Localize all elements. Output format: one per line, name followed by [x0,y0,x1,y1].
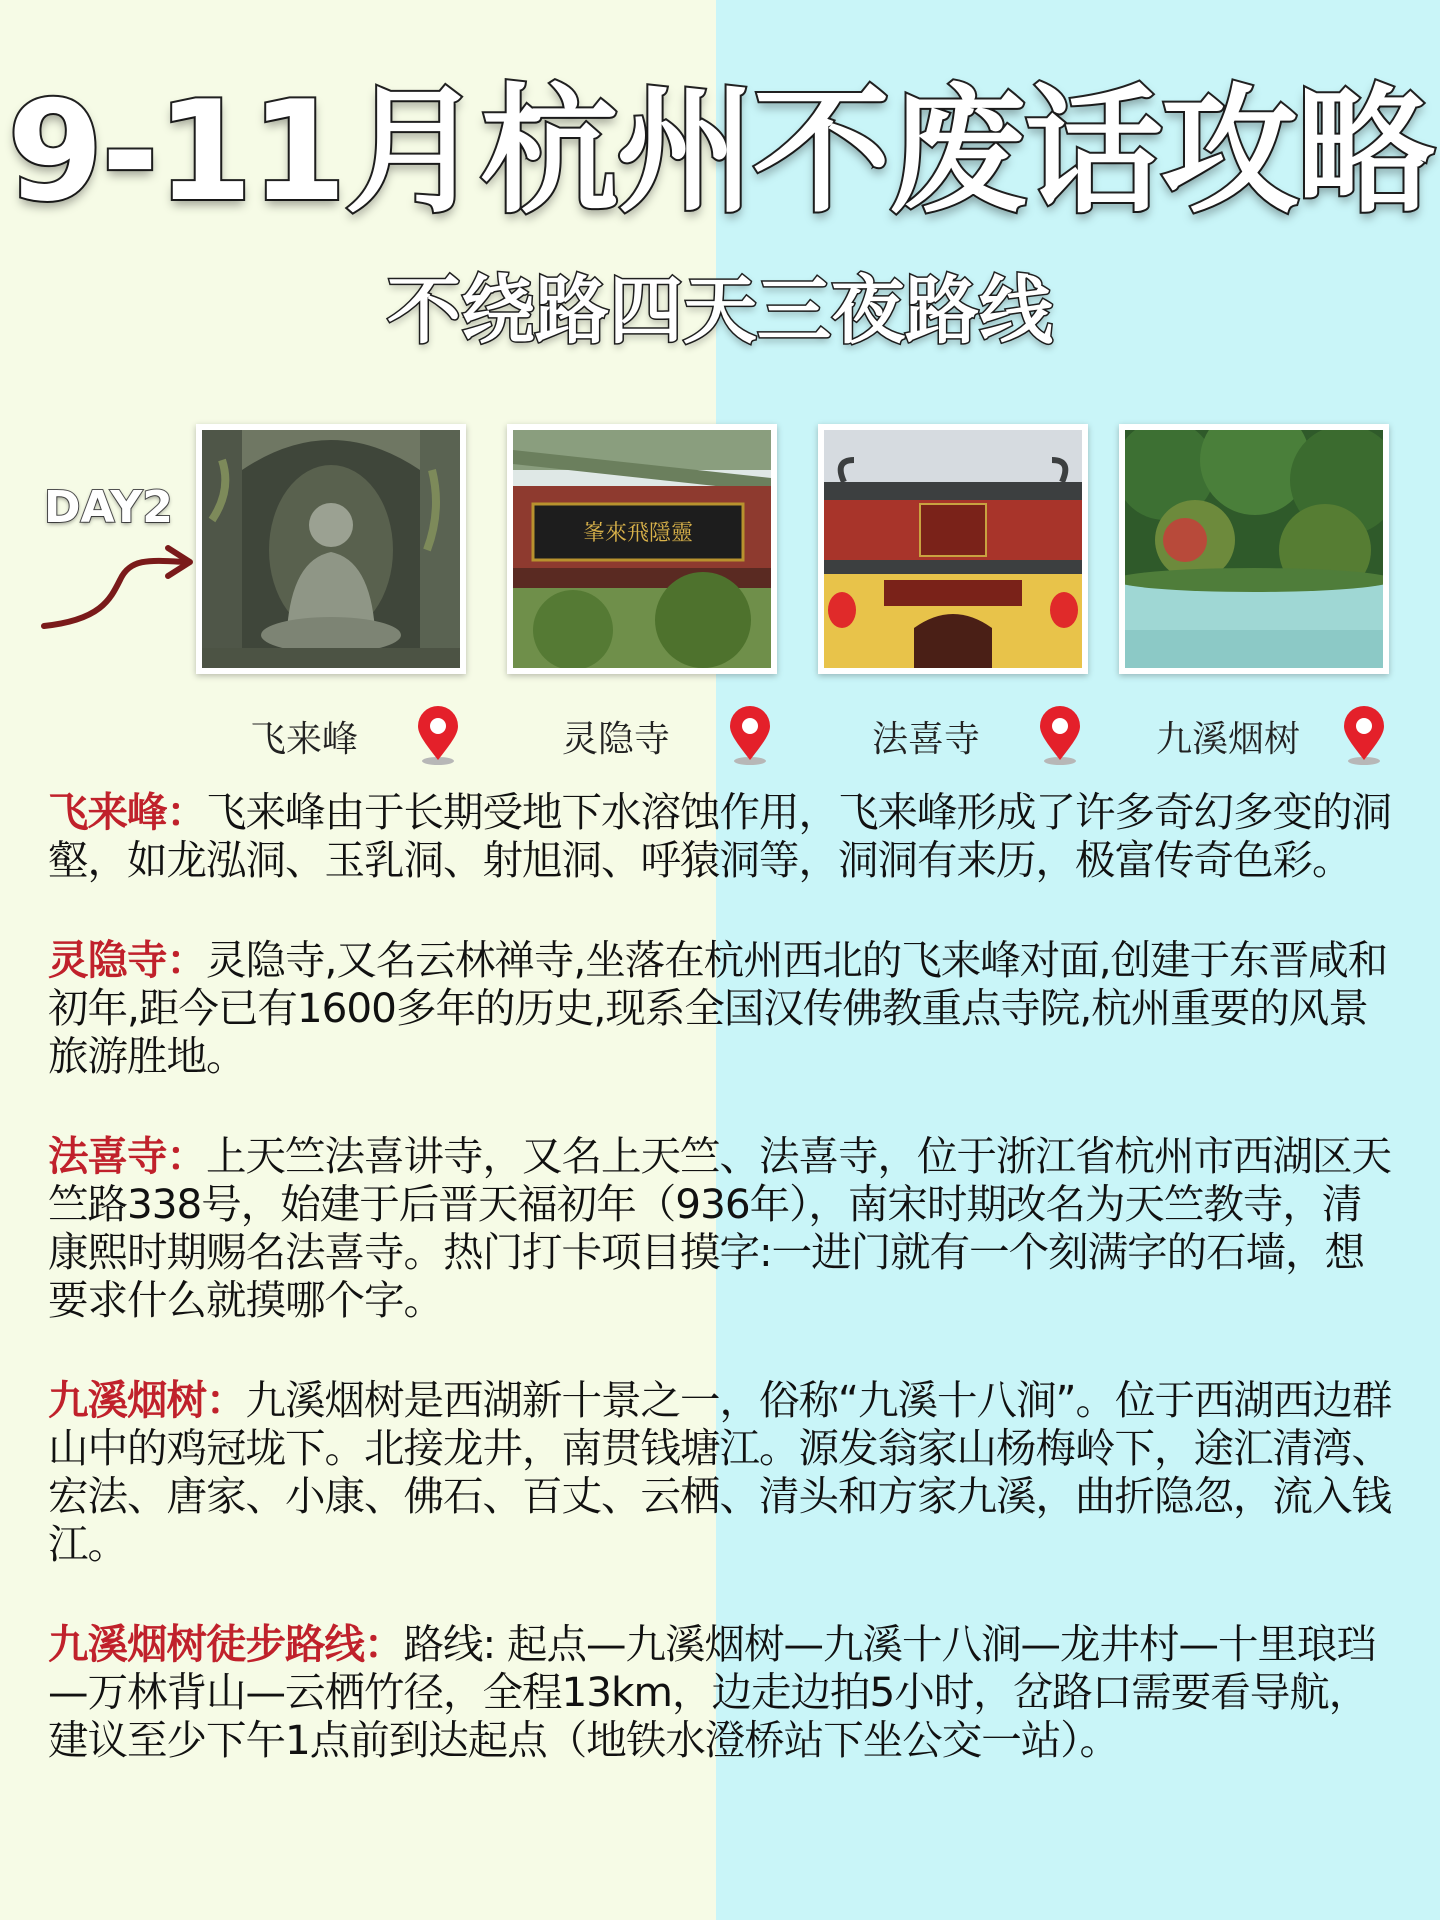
jiuxiyanshu-photo [1119,424,1389,674]
section-label: 九溪烟树： [48,1376,246,1424]
section-faxisi [48,1132,1398,1324]
section-label: 灵隐寺： [48,936,206,984]
place-feilaifeng [250,706,462,766]
location-pin-icon [414,706,462,766]
section-text: 九溪烟树是西湖新十景之一，俗称“九溪十八涧”。位于西湖西边群山中的鸡冠垅下。北接龙井，南贯钱塘江。源发翁家山杨梅岭下，途汇清湾、宏法、唐家、小康、佛石、百丈、云栖、清头和方家九溪，曲折隐忽，流入钱江。 [48,1376,1392,1568]
location-pin-icon [1340,706,1388,766]
place-name: 法喜寺 [872,718,981,760]
lingyinsi-photo [507,424,777,674]
section-text: 灵隐寺,又名云林禅寺,坐落在杭州西北的飞来峰对面,创建于东晋咸和初年,距今已有1600多年的历史,现系全国汉传佛教重点寺院,杭州重要的风景旅游胜地。 [48,936,1388,1080]
section-text: 路线: 起点—九溪烟树—九溪十八涧—龙井村—十里琅珰—万林背山—云栖竹径，全程13km，边走边拍5小时，岔路口需要看导航，建议至少下午1点前到达起点（地铁水澄桥站下坐公交一站）。 [48,1620,1377,1764]
faxisi-photo [818,424,1088,674]
description-sections [48,788,1398,1816]
gate-plaque-text: 峯來飛隱靈 [582,521,694,546]
place-lingyinsi [562,706,774,766]
section-jiuxiyanshu [48,1376,1398,1568]
feilaifeng-photo [196,424,466,674]
section-label: 九溪烟树徒步路线： [48,1620,404,1668]
day-label: DAY2 [44,482,173,533]
section-label: 飞来峰： [48,788,206,836]
section-feilaifeng [48,788,1398,884]
place-name: 九溪烟树 [1156,718,1301,760]
section-label: 法喜寺： [48,1132,206,1180]
page-subtitle: 不绕路四天三夜路线 [387,268,1053,354]
place-jiuxiyanshu [1156,706,1388,766]
curved-arrow-icon [40,540,200,630]
place-faxisi [872,706,1084,766]
place-name: 灵隐寺 [562,718,671,760]
section-text: 上天竺法喜讲寺，又名上天竺、法喜寺，位于浙江省杭州市西湖区天竺路338号，始建于后晋天福初年（936年），南宋时期改名为天竺教寺，清康熙时期赐名法喜寺。热门打卡项目摸字:一进门就有一个刻满字的石墙，想要求什么就摸哪个字。 [48,1132,1391,1324]
page-title: 9-11月杭州不废话攻略 [7,71,1433,232]
section-hiking-route [48,1620,1398,1764]
location-pin-icon [726,706,774,766]
place-name: 飞来峰 [250,718,359,760]
section-lingyinsi [48,936,1398,1080]
section-text: 飞来峰由于长期受地下水溶蚀作用，飞来峰形成了许多奇幻多变的洞壑，如龙泓洞、玉乳洞、射旭洞、呼猿洞等，洞洞有来历，极富传奇色彩。 [48,788,1391,884]
location-pin-icon [1036,706,1084,766]
